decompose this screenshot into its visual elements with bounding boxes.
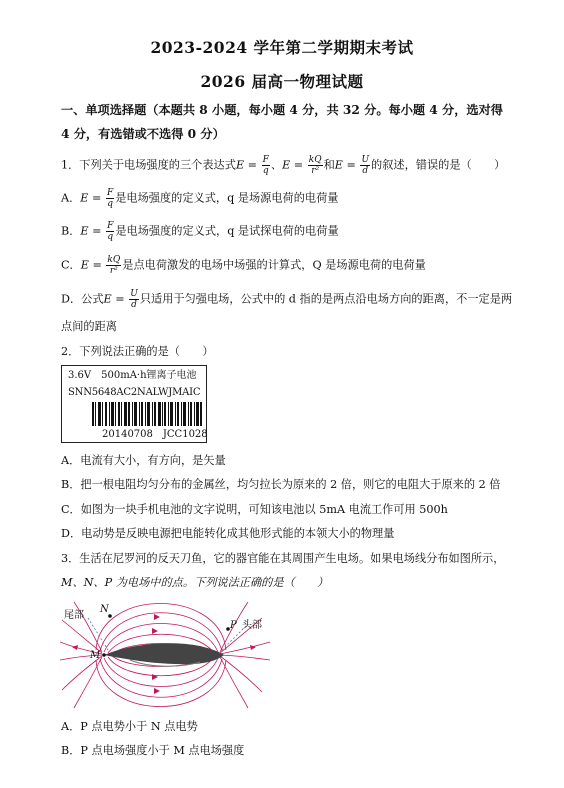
exam-subtitle: 2026 届高一物理试题 — [200, 72, 364, 91]
question-3-stem-line1: 3．生活在尼罗河的反天刀鱼，它的器官能在其周围产生电场。如果电场线分布如图所示， — [61, 552, 505, 565]
question-3-option-a: A．P 点电势小于 N 点电势 — [61, 720, 198, 733]
question-1-option-a: A．E = $\frac{F}{q}$ 是电场强度的定义式，q 是场源电荷的电荷量 — [61, 188, 339, 209]
battery-spec-text: 3.6V 500mA·h锂离子电池 — [68, 370, 197, 381]
section-heading-line1: 一、单项选择题（本题共 8 小题，每小题 4 分，共 32 分。每小题 4 分，选对得 — [61, 103, 503, 117]
barcode-icon — [92, 402, 202, 426]
question-1-option-d: D．公式E = $\frac{U}{d}$ 只适用于匀强电场，公式中的 d 指的是两点沿电场方向的距离，不一定是两 — [61, 289, 513, 310]
formula-fraction: $\frac{U}{d}$ — [130, 289, 138, 310]
formula-fraction: $\frac{F}{q}$ — [106, 188, 114, 209]
formula-fraction: $\frac{kQ}{\text{r²}}$ — [107, 255, 121, 276]
battery-date-text: 20140708 JCC1028 — [102, 429, 208, 440]
label-head: 头部 — [242, 620, 262, 631]
question-2-option-d: D．电动势是反映电源把电能转化成其他形式能的本领大小的物理量 — [61, 527, 395, 540]
question-2-option-b: B．把一根电阻均匀分布的金属丝，均匀拉长为原来的 2 倍，则它的电阻大于原来的 2 倍 — [61, 478, 501, 491]
question-2-option-a: A．电流有大小，有方向，是矢量 — [61, 454, 226, 467]
battery-serial-text: SNN5648AC2NALWJMAIC — [68, 387, 201, 398]
formula-fraction: $\frac{kQ}{\text{r²}}$ — [308, 155, 322, 176]
battery-label-figure — [61, 365, 207, 443]
question-3-stem-line2: M、N、P 为电场中的点。下列说法正确的是（ ） — [61, 576, 329, 589]
section-heading-line2: 4 分，有选错或不选得 0 分） — [61, 127, 225, 141]
label-n: N — [100, 604, 109, 615]
label-p: P — [230, 620, 237, 631]
exam-title: 2023-2024 学年第二学期期末考试 — [150, 38, 414, 57]
question-3-option-b: B．P 点电场强度小于 M 点电场强度 — [61, 744, 245, 757]
formula-fraction: $\frac{F}{q}$ — [262, 155, 269, 176]
label-tail: 尾部 — [64, 610, 84, 621]
question-1-option-c: C．E = $\frac{kQ}{\text{r²}}$ 是点电荷激发的电场中场强的计算式，Q 是场源电荷的电荷量 — [61, 255, 426, 276]
label-m: M — [90, 650, 101, 661]
formula-fraction: $\frac{U}{d}$ — [361, 155, 370, 176]
question-1-stem: 1．下列关于电场强度的三个表达式E = $\frac{F}{q}$ 、E = $\frac{kQ}{\text{r²}}$ 和E = $\frac{U}{d}$ 的叙述，错误的是（ ） — [61, 155, 506, 176]
question-2-option-c: C．如图为一块手机电池的文字说明，可知该电池以 5mA 电流工作可用 500h — [61, 503, 448, 516]
formula-fraction: $\frac{F}{q}$ — [107, 221, 114, 242]
question-2-stem: 2．下列说法正确的是（ ） — [61, 345, 214, 358]
question-1-option-b: B．E = $\frac{F}{q}$ 是电场强度的定义式，q 是试探电荷的电荷量 — [61, 221, 339, 242]
question-1-option-d-continued: 点间的距离 — [61, 320, 117, 333]
point-m-dot — [102, 653, 106, 657]
electric-field-figure — [60, 598, 280, 710]
